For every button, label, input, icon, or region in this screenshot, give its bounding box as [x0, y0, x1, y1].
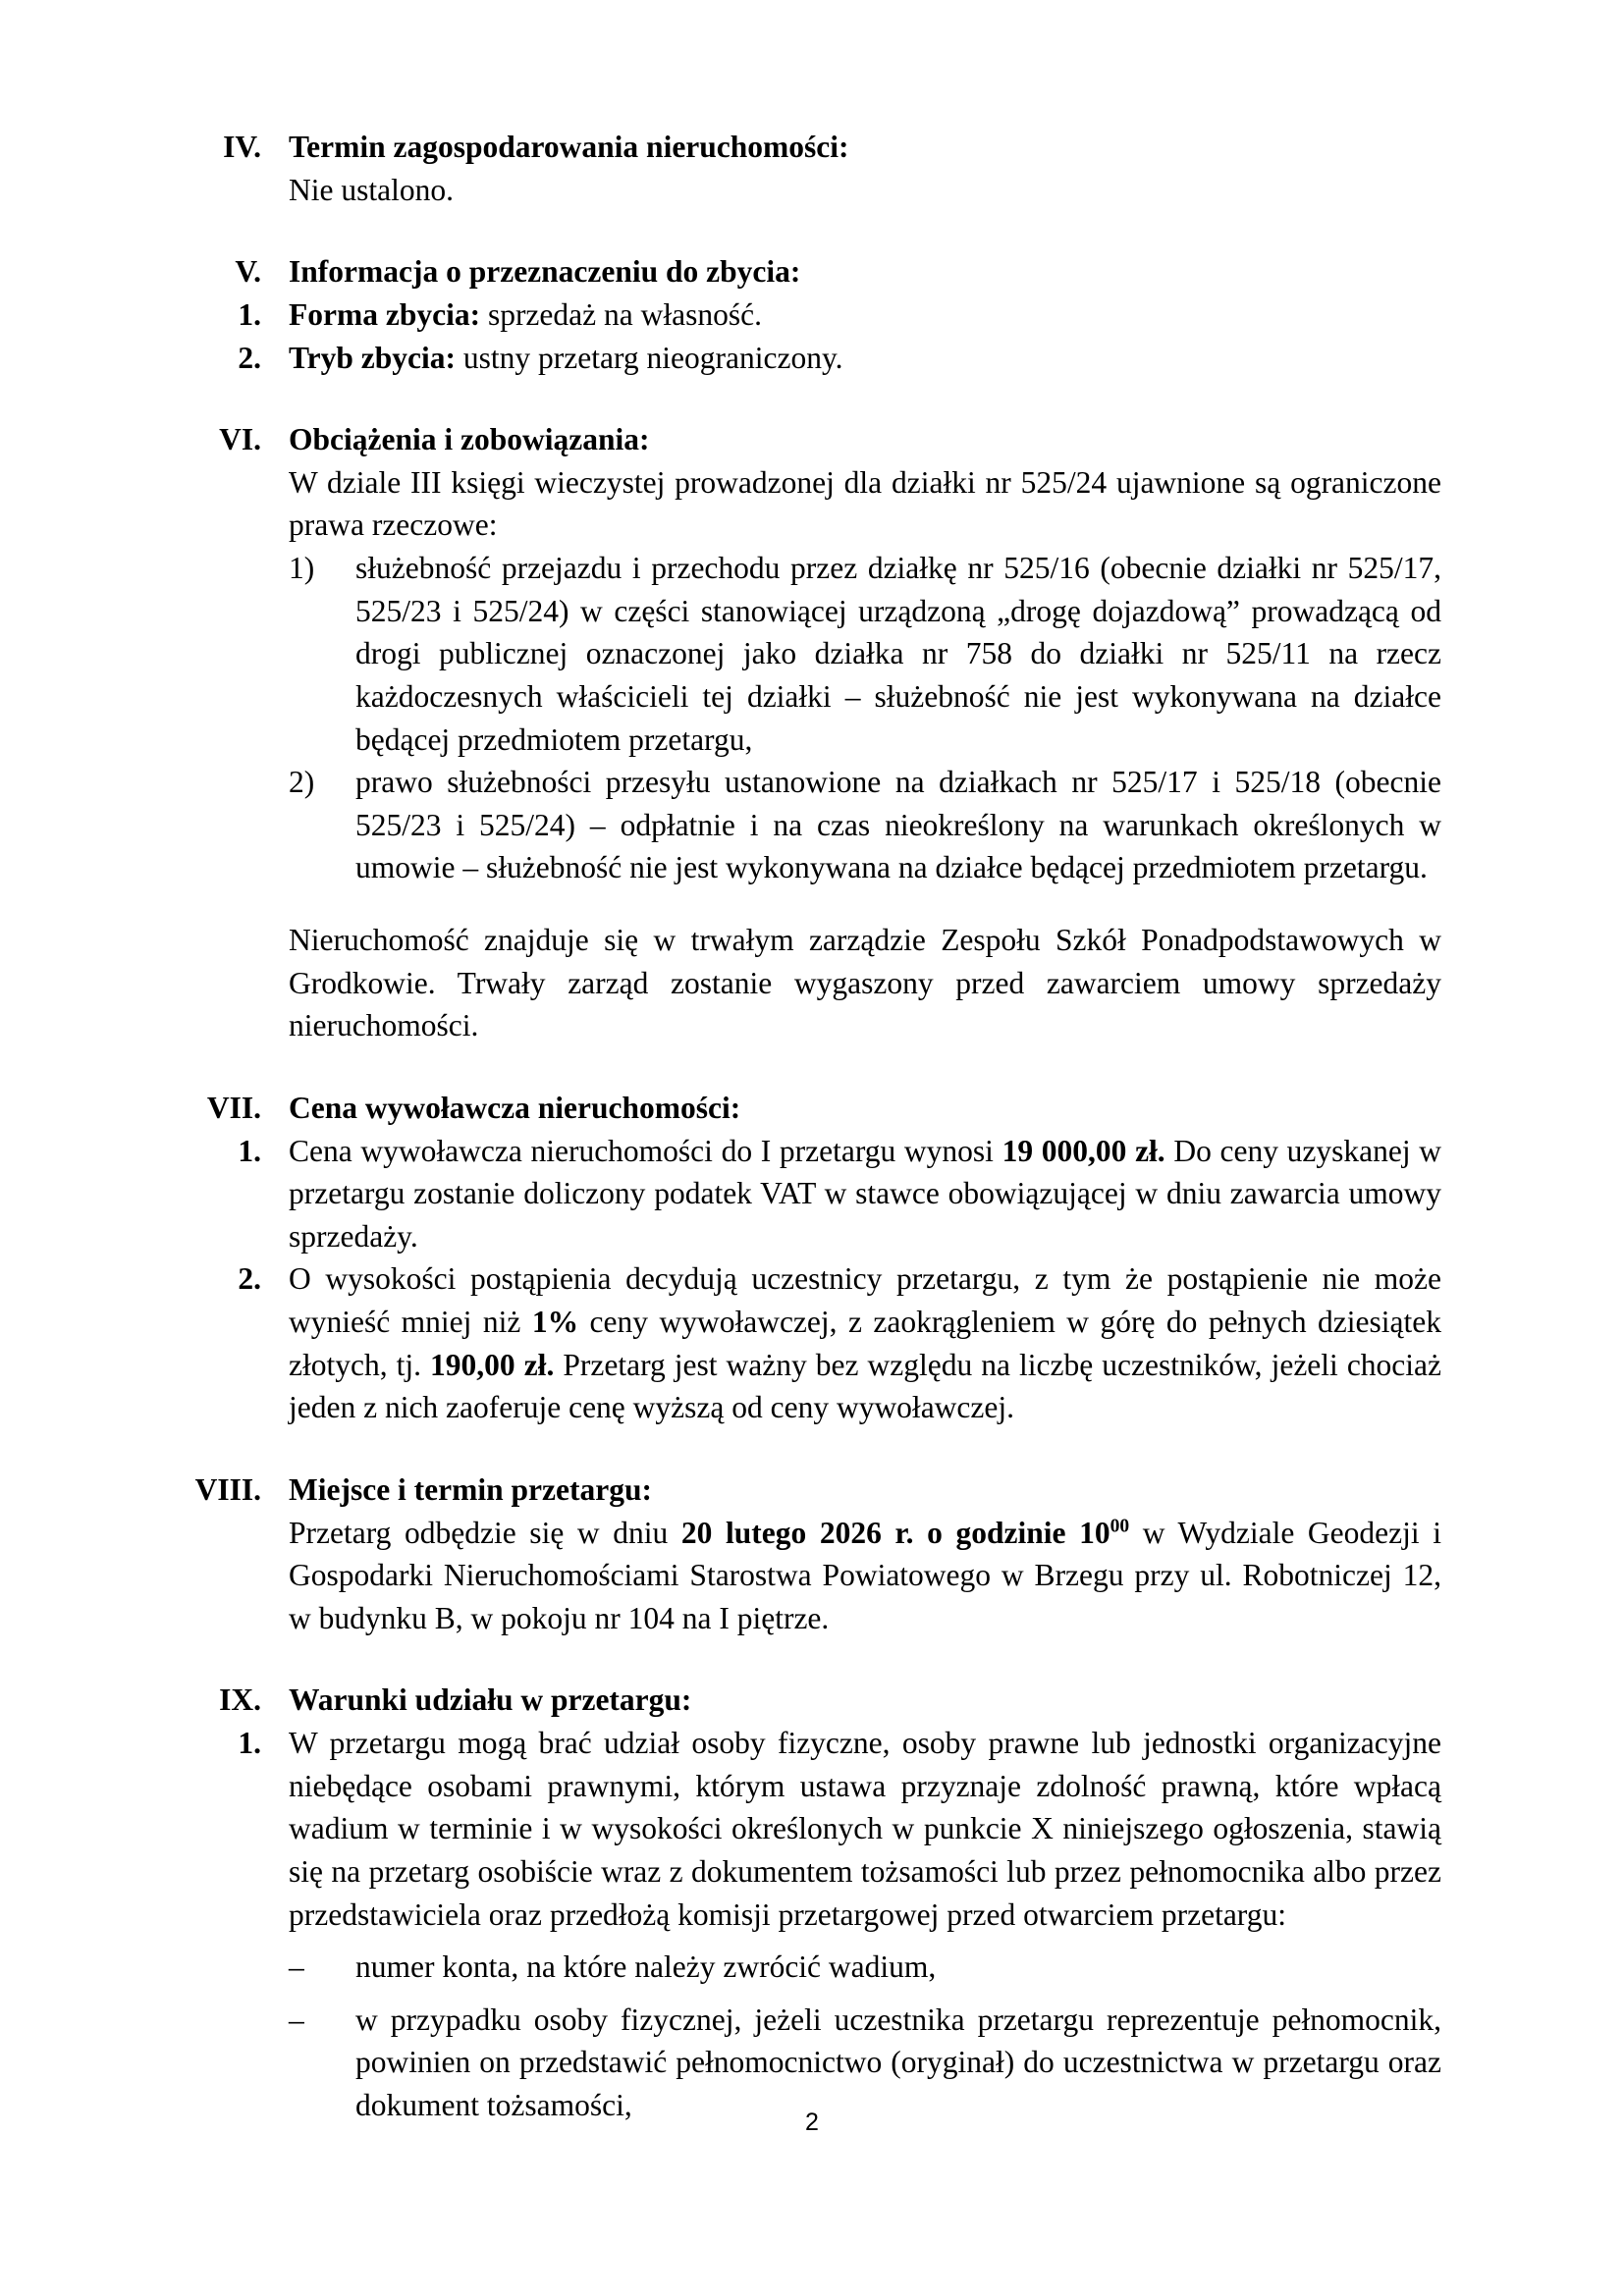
list-item-content — [289, 1130, 1441, 1258]
auction-date-time: 20 lutego 2026 r. o godzinie 10 — [680, 1515, 1110, 1550]
spacer — [183, 1639, 1441, 1679]
list-item-content — [289, 294, 1441, 337]
list-marker: 1. — [238, 296, 261, 332]
section-vi-list — [289, 547, 1441, 889]
section-iv-body — [289, 169, 1441, 212]
minimum-bid-value: 190,00 zł. — [430, 1347, 555, 1382]
list-item — [289, 1999, 1441, 2127]
list-item — [183, 294, 1441, 337]
section-v-numeral: V. — [235, 254, 261, 290]
price-text-after: Do ceny uzyskanej w przetargu zostanie doliczony podatek VAT w stawce obowiązującej w dniu zawarcia umowy sprzedaży. — [289, 1133, 1441, 1254]
list-item-text: prawo służebności przesyłu ustanowione na działkach nr 525/17 i 525/18 (obecnie 525/23 i 525/24) – odpłatnie i na czas nieokreślony na warunkach określonych w umowie – służebność nie jest wykonywana na działce będącej przedmiotem przetargu. — [355, 765, 1441, 885]
list-item-text: sprzedaż na własność. — [480, 296, 762, 332]
section-iv-heading — [183, 126, 1441, 169]
spacer — [183, 889, 1441, 919]
bid-text-after: Przetarg jest ważny bez względu na liczbę uczestników, jeżeli chociaż jeden z nich zaoferuje cenę wyższą od ceny wywoławczej. — [289, 1347, 1442, 1425]
section-ix-list — [183, 1722, 1441, 1936]
section-viii-numeral: VIII. — [194, 1471, 261, 1507]
section-v-list — [183, 294, 1441, 379]
list-item — [183, 1257, 1441, 1429]
section-ix-numeral: IX. — [219, 1682, 261, 1718]
section-viii — [183, 1468, 1441, 1640]
section-vii-list — [183, 1130, 1441, 1429]
bid-text-before: O wysokości postąpienia decydują uczestnicy przetargu, z tym że postąpienie nie może wynieść mniej niż — [289, 1261, 1441, 1339]
section-viii-body — [289, 1512, 1441, 1640]
bid-text-middle: ceny wywoławczej, z zaokrągleniem w górę do pełnych dziesiątek złotych, tj. — [289, 1305, 1441, 1382]
document-body — [183, 126, 1441, 2127]
list-item — [183, 1722, 1441, 1936]
list-item-content — [289, 1257, 1441, 1429]
spacer — [183, 1047, 1441, 1087]
list-marker: 2) — [289, 765, 315, 800]
list-item-text: numer konta, na które należy zwrócić wadium, — [355, 1949, 937, 1985]
auction-datetime-paragraph — [289, 1512, 1441, 1640]
list-marker: 1. — [238, 1726, 261, 1760]
list-item — [289, 547, 1441, 761]
section-v-heading — [183, 250, 1441, 294]
list-item-label: Tryb zbycia: — [289, 340, 457, 375]
list-item-text: w przypadku osoby fizycznej, jeżeli uczestnika przetargu reprezentuje pełnomocnik, powinien on przedstawić pełnomocnictwo (oryginał) do uczestnictwa w przetargu oraz dokument tożsamości, — [355, 2002, 1441, 2122]
section-iv-numeral: IV. — [223, 130, 261, 164]
section-ix — [183, 1679, 1441, 2126]
section-ix-dash-list — [289, 1946, 1441, 2127]
list-item — [289, 761, 1441, 889]
auction-time-minutes: 00 — [1110, 1516, 1130, 1536]
spacer — [183, 1429, 1441, 1468]
section-vii — [183, 1087, 1441, 1429]
minimum-bid-percent: 1% — [531, 1305, 579, 1339]
section-vii-heading — [183, 1087, 1441, 1130]
section-iv — [183, 126, 1441, 211]
starting-price-value: 19 000,00 zł. — [1001, 1133, 1165, 1168]
list-item-text: służebność przejazdu i przechodu przez działkę nr 525/16 (obecnie działki nr 525/17, 525/23 i 525/24) w części stanowiącej urządzoną „drogę dojazdową” prowadzącą od drogi publicznej oznaczonej jako działka nr 758 do działki nr 525/11 na rzecz każdoczesnych właścicieli tej działki – służebność nie jest wykonywana na działce będącej przedmiotem przetargu, — [355, 551, 1441, 757]
list-item-text: ustny przetarg nieograniczony. — [456, 340, 843, 375]
list-marker: 2. — [238, 1261, 261, 1297]
section-v — [183, 250, 1441, 379]
page-number: 2 — [805, 2109, 819, 2136]
auction-text-before: Przetarg odbędzie się w dniu — [289, 1515, 681, 1550]
dash-marker: – — [289, 1949, 304, 1985]
section-vi-title: Obciążenia i zobowiązania: — [289, 422, 650, 457]
section-vii-title: Cena wywoławcza nieruchomości: — [289, 1090, 741, 1125]
list-marker: 1. — [238, 1133, 261, 1168]
section-iv-text: Nie ustalono. — [289, 172, 454, 207]
section-vi-intro: W dziale III księgi wieczystej prowadzonej dla działki nr 525/24 ujawnione są ograniczone prawa rzeczowe: — [289, 464, 1441, 543]
section-ix-title: Warunki udziału w przetargu: — [289, 1682, 692, 1718]
section-vi-closing-wrap — [289, 919, 1441, 1047]
list-item — [183, 337, 1441, 380]
list-item-text: W przetargu mogą brać udział osoby fizyczne, osoby prawne lub jednostki organizacyjne niebędące osobami prawnymi, którym ustawa przyznaje zdolność prawną, które wpłacą wadium w terminie i w wysokości określonych w punkcie X niniejszego ogłoszenia, stawią się na przetarg osobiście wraz z dokumentem tożsamości lub przez pełnomocnika albo przez przedstawiciela oraz przedłożą komisji przetargowej przed otwarciem przetargu: — [289, 1726, 1441, 1932]
section-viii-heading — [183, 1468, 1441, 1512]
section-vi — [183, 418, 1441, 1047]
price-text-before: Cena wywoławcza nieruchomości do I przetargu wynosi — [289, 1133, 1002, 1168]
list-item — [289, 1946, 1441, 1989]
section-vi-numeral: VI. — [219, 422, 261, 457]
list-item-label: Forma zbycia: — [289, 296, 481, 332]
spacer — [183, 379, 1441, 418]
section-v-title: Informacja o przeznaczeniu do zbycia: — [289, 254, 801, 290]
section-vi-intro-wrap — [289, 461, 1441, 547]
spacer — [183, 211, 1441, 250]
list-marker: 2. — [238, 340, 261, 375]
auction-location-text: w Wydziale Geodezji i Gospodarki Nieruchomościami Starostwa Powiatowego w Brzegu przy ul. Robotniczej 12, w budynku B, w pokoju nr 104 na I piętrze. — [289, 1515, 1441, 1635]
dash-marker: – — [289, 2002, 304, 2037]
section-viii-title: Miejsce i termin przetargu: — [289, 1471, 652, 1507]
section-vi-heading — [183, 418, 1441, 461]
section-vi-closing: Nieruchomość znajduje się w trwałym zarządzie Zespołu Szkół Ponadpodstawowych w Grodkowie. Trwały zarząd zostanie wygaszony przed zawarciem umowy sprzedaży nieruchomości. — [289, 923, 1441, 1043]
section-ix-heading — [183, 1679, 1441, 1722]
list-marker: 1) — [289, 551, 315, 585]
section-vii-numeral: VII. — [206, 1090, 261, 1125]
section-iv-title: Termin zagospodarowania nieruchomości: — [289, 130, 849, 164]
list-item-content — [289, 337, 1441, 380]
list-item — [183, 1130, 1441, 1258]
